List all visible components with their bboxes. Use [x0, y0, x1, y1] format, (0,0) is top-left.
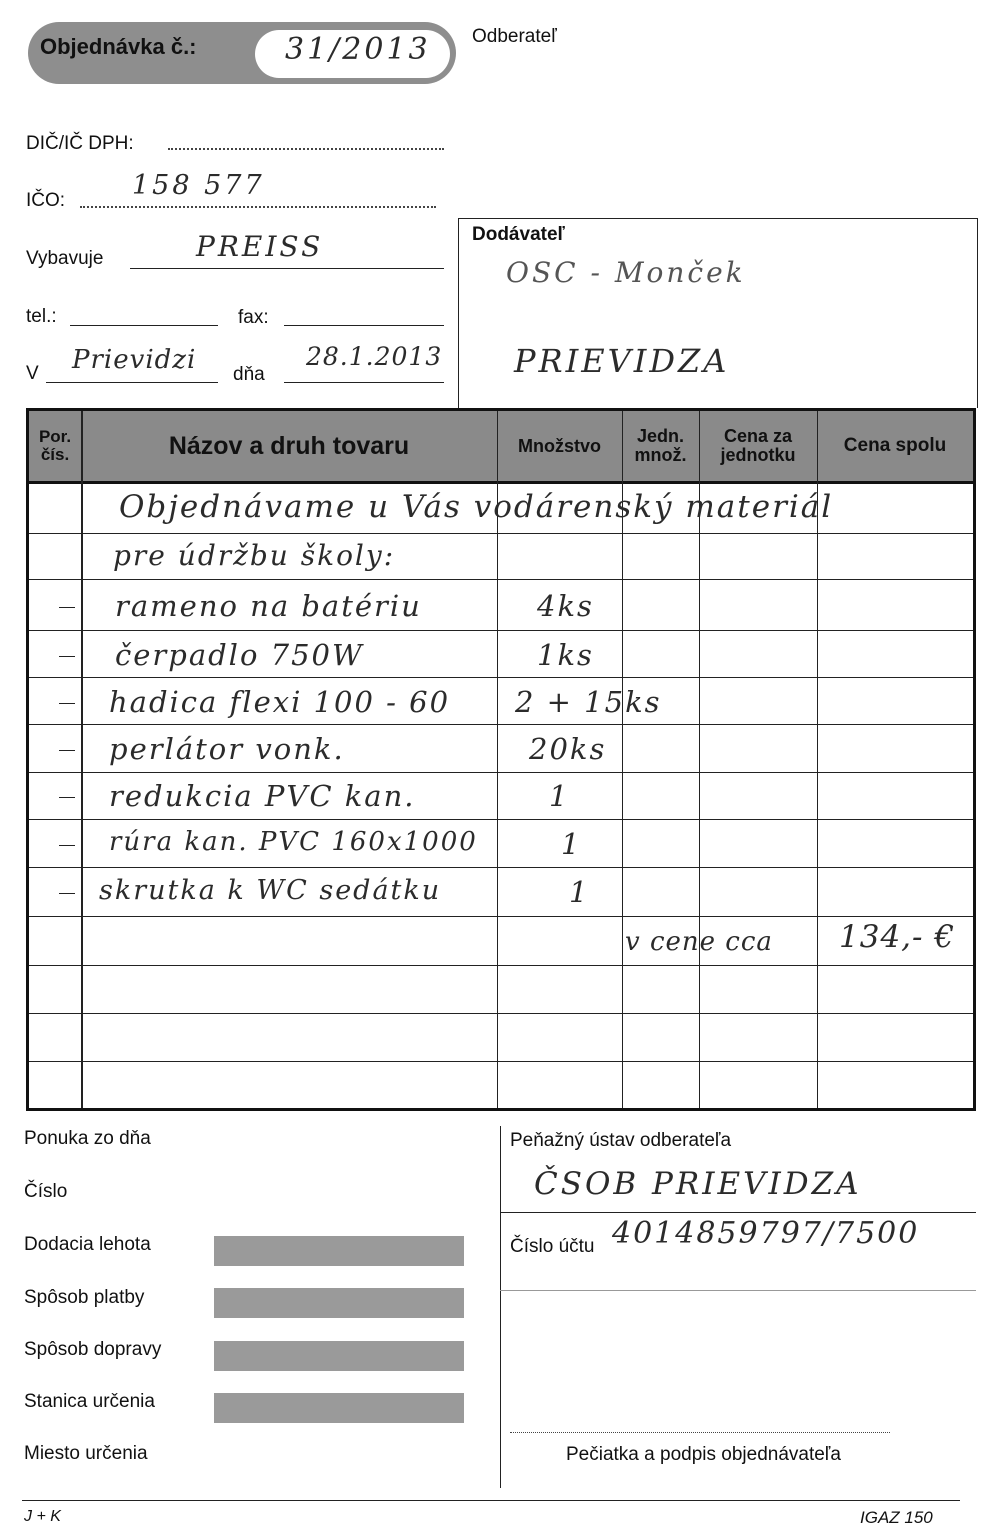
- row-divider: [29, 965, 973, 966]
- account-field: [500, 1290, 976, 1291]
- dic-field: [168, 148, 444, 150]
- tel-label: tel.:: [26, 306, 57, 327]
- header-qty: Množstvo: [518, 435, 601, 456]
- header-unit: Jedn. množ.: [634, 426, 687, 465]
- header-name: Názov a druh tovaru: [168, 431, 410, 460]
- item-name: hadica flexi 100 - 60: [109, 685, 451, 719]
- date-field: [284, 382, 444, 383]
- footer-left: J + K: [24, 1508, 61, 1525]
- row-divider: [29, 819, 973, 820]
- row-divider: [29, 772, 973, 773]
- dic-label: DIČ/IČ DPH:: [26, 133, 134, 154]
- bottom-divider: [500, 1126, 501, 1488]
- date-value: 28.1.2013: [306, 342, 443, 371]
- item-name: perlátor vonk.: [109, 732, 345, 766]
- signature-line: [510, 1432, 890, 1433]
- row-divider: [29, 916, 973, 917]
- item-name: rameno na batériu: [115, 589, 422, 623]
- offer-number-label: Číslo: [24, 1181, 68, 1202]
- bank-label: Peňažný ústav odberateľa: [510, 1130, 732, 1151]
- header-por: Por. čís.: [38, 427, 72, 464]
- destination-station-label: Stanica určenia: [24, 1391, 155, 1412]
- item-name: čerpadlo 750W: [115, 638, 364, 672]
- row-marker: [59, 607, 75, 608]
- item-name: skrutka k WC sedátku: [99, 875, 442, 906]
- row-divider: [29, 630, 973, 631]
- date-label: dňa: [233, 364, 265, 385]
- ico-label: IČO:: [26, 190, 66, 211]
- offer-date-label: Ponuka zo dňa: [24, 1128, 151, 1149]
- header-unit-price: Cena za jednotku: [720, 426, 796, 465]
- supplier-city: PRIEVIDZA: [514, 342, 730, 380]
- order-label: Objednávka č.:: [40, 34, 197, 59]
- item-name: rúra kan. PVC 160x1000: [109, 827, 478, 857]
- bank-field: [500, 1212, 976, 1213]
- vybavuje-label: Vybavuje: [26, 248, 104, 269]
- column-divider: [81, 411, 83, 1108]
- item-qty: 1: [569, 875, 590, 909]
- intro-line-1: Objednávame u Vás vodárenský materiál: [119, 489, 834, 525]
- ico-field: [80, 206, 436, 208]
- row-divider: [29, 1013, 973, 1014]
- order-number: 31/2013: [285, 32, 431, 67]
- row-divider: [29, 1061, 973, 1062]
- item-qty: 1: [561, 827, 582, 861]
- item-qty: 20ks: [529, 732, 607, 766]
- place-field: [46, 382, 218, 383]
- place-label: V: [26, 363, 39, 384]
- payment-method-label: Spôsob platby: [24, 1287, 145, 1308]
- fax-field: [284, 325, 444, 326]
- header-total: Cena spolu: [843, 435, 947, 457]
- row-divider: [29, 724, 973, 725]
- transport-method-label: Spôsob dopravy: [24, 1339, 162, 1360]
- row-marker: [59, 893, 75, 894]
- vybavuje-field: [130, 268, 444, 269]
- delivery-term-field: [214, 1236, 464, 1266]
- row-divider: [29, 677, 973, 678]
- row-marker: [59, 845, 75, 846]
- payment-method-field: [214, 1288, 464, 1318]
- item-name: redukcia PVC kan.: [109, 779, 416, 813]
- destination-place-label: Miesto určenia: [24, 1443, 148, 1464]
- row-marker: [59, 797, 75, 798]
- price-note: v cene cca: [625, 927, 773, 957]
- row-divider: [29, 867, 973, 868]
- item-qty: 1: [549, 779, 570, 813]
- row-marker: [59, 703, 75, 704]
- price-total: 134,- €: [839, 919, 956, 955]
- vybavuje-value: PREISS: [196, 230, 324, 263]
- intro-line-2: pre údržbu školy:: [113, 539, 396, 572]
- row-divider: [29, 579, 973, 580]
- ico-value: 158 577: [132, 170, 265, 201]
- account-value: 4014859797/7500: [612, 1216, 920, 1251]
- buyer-label: Odberateľ: [472, 26, 557, 47]
- row-marker: [59, 750, 75, 751]
- delivery-term-label: Dodacia lehota: [24, 1234, 151, 1255]
- row-divider: [29, 533, 973, 534]
- row-marker: [59, 656, 75, 657]
- item-qty: 2 + 15ks: [515, 685, 662, 719]
- item-qty: 4ks: [537, 589, 594, 623]
- bank-value: ČSOB PRIEVIDZA: [534, 1166, 862, 1202]
- account-label: Číslo účtu: [510, 1236, 595, 1257]
- items-table: [26, 408, 976, 1111]
- tel-field: [70, 325, 218, 326]
- footer-line: [22, 1500, 960, 1501]
- transport-method-field: [214, 1341, 464, 1371]
- stamp-label: Pečiatka a podpis objednávateľa: [566, 1444, 841, 1465]
- place-value: Prievidzi: [72, 345, 197, 375]
- footer-right: IGAZ 150: [860, 1508, 933, 1527]
- item-qty: 1ks: [537, 638, 594, 672]
- supplier-label: Dodávateľ: [472, 224, 565, 245]
- destination-station-field: [214, 1393, 464, 1423]
- supplier-name: OSC - Monček: [506, 256, 746, 289]
- fax-label: fax:: [238, 307, 269, 328]
